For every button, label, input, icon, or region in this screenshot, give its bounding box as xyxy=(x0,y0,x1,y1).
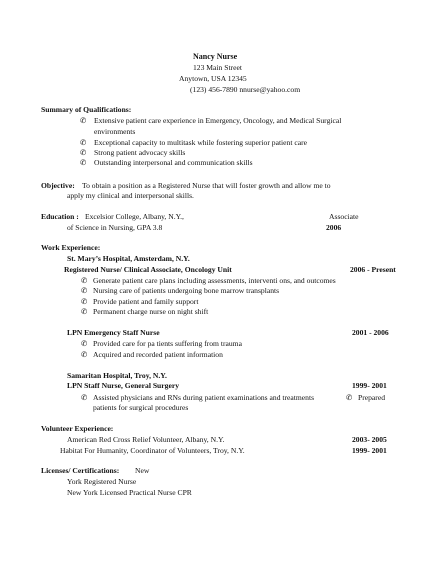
work-heading: Work Experience: xyxy=(41,243,101,252)
job-bullet: Nursing care of patients undergoing bone marrow transplants xyxy=(93,286,280,295)
license-item: New York Licensed Practical Nurse CPR xyxy=(67,488,192,497)
bullet-icon: ✆ xyxy=(81,307,88,316)
job-dates: 2001 - 2006 xyxy=(352,328,389,337)
education-label: Education : xyxy=(41,212,79,221)
contact-info: (123) 456-7890 nnurse@yahoo.com xyxy=(190,85,301,94)
summary-item: Strong patient advocacy skills xyxy=(94,148,186,157)
job-bullet: Provided care for pa tients suffering from trauma xyxy=(93,339,242,348)
summary-item: Outstanding interpersonal and communication skills xyxy=(94,158,253,167)
city-address: Anytown, USA 12345 xyxy=(179,74,247,83)
job-bullet-inline: Prepared xyxy=(358,393,385,402)
objective-text-line2: apply my clinical and interpersonal skills. xyxy=(67,191,194,200)
volunteer-item: Habitat For Humanity, Coordinator of Volunteers, Troy, N.Y. xyxy=(60,446,245,455)
education-degree-right: Associate xyxy=(329,212,359,221)
summary-heading: Summary of Qualifications: xyxy=(41,105,132,114)
summary-item-continued: environments xyxy=(94,127,136,136)
license-item: York Registered Nurse xyxy=(67,477,137,486)
volunteer-item: American Red Cross Relief Volunteer, Albany, N.Y. xyxy=(67,435,225,444)
job-title: LPN Emergency Staff Nurse xyxy=(67,328,160,337)
job-dates: 2006 - Present xyxy=(350,265,396,274)
summary-item: Exceptional capacity to multitask while fostering superior patient care xyxy=(94,138,307,147)
job-title: LPN Staff Nurse, General Surgery xyxy=(67,381,179,390)
job-bullet-continued: patients for surgical procedures xyxy=(93,403,189,412)
bullet-icon: ✆ xyxy=(346,393,353,402)
licenses-label: Licenses/ Certifications: xyxy=(41,466,120,475)
education-year: 2006 xyxy=(326,223,342,232)
job-dates: 1999- 2001 xyxy=(352,381,387,390)
resume-name: Nancy Nurse xyxy=(193,52,238,61)
bullet-icon: ✆ xyxy=(81,339,88,348)
objective-text-line1: To obtain a position as a Registered Nurse that will foster growth and allow me to xyxy=(82,181,331,190)
summary-item: Extensive patient care experience in Emergency, Oncology, and Medical Surgical xyxy=(94,116,342,125)
bullet-icon: ✆ xyxy=(81,286,88,295)
job-bullet: Assisted physicians and RNs during patient examinations and treatments xyxy=(93,393,315,402)
job-bullet: Acquired and recorded patient information xyxy=(93,350,223,359)
bullet-icon: ✆ xyxy=(80,158,87,167)
employer-name: Samaritan Hospital, Troy, N.Y. xyxy=(67,371,167,380)
education-school: Excelsior College, Albany, N.Y., xyxy=(85,212,184,221)
job-bullet: Permanent charge nurse on night shift xyxy=(93,307,209,316)
bullet-icon: ✆ xyxy=(80,116,87,125)
job-title: Registered Nurse/ Clinical Associate, Oncology Unit xyxy=(64,265,232,274)
street-address: 123 Main Street xyxy=(193,63,242,72)
bullet-icon: ✆ xyxy=(80,148,87,157)
bullet-icon: ✆ xyxy=(81,350,88,359)
objective-label: Objective: xyxy=(41,181,75,190)
volunteer-heading: Volunteer Experience: xyxy=(41,424,114,433)
job-bullet: Generate patient care plans including assessments, interventi ons, and outcomes xyxy=(93,276,336,285)
education-degree: of Science in Nursing, GPA 3.8 xyxy=(67,223,163,232)
bullet-icon: ✆ xyxy=(81,276,88,285)
bullet-icon: ✆ xyxy=(81,393,88,402)
volunteer-dates: 2003- 2005 xyxy=(352,435,387,444)
licenses-line1-tail: New xyxy=(135,466,150,475)
job-bullet: Provide patient and family support xyxy=(93,297,199,306)
bullet-icon: ✆ xyxy=(80,138,87,147)
employer-name: St. Mary’s Hospital, Amsterdam, N.Y. xyxy=(67,254,190,263)
bullet-icon: ✆ xyxy=(81,297,88,306)
volunteer-dates: 1999- 2001 xyxy=(352,446,387,455)
